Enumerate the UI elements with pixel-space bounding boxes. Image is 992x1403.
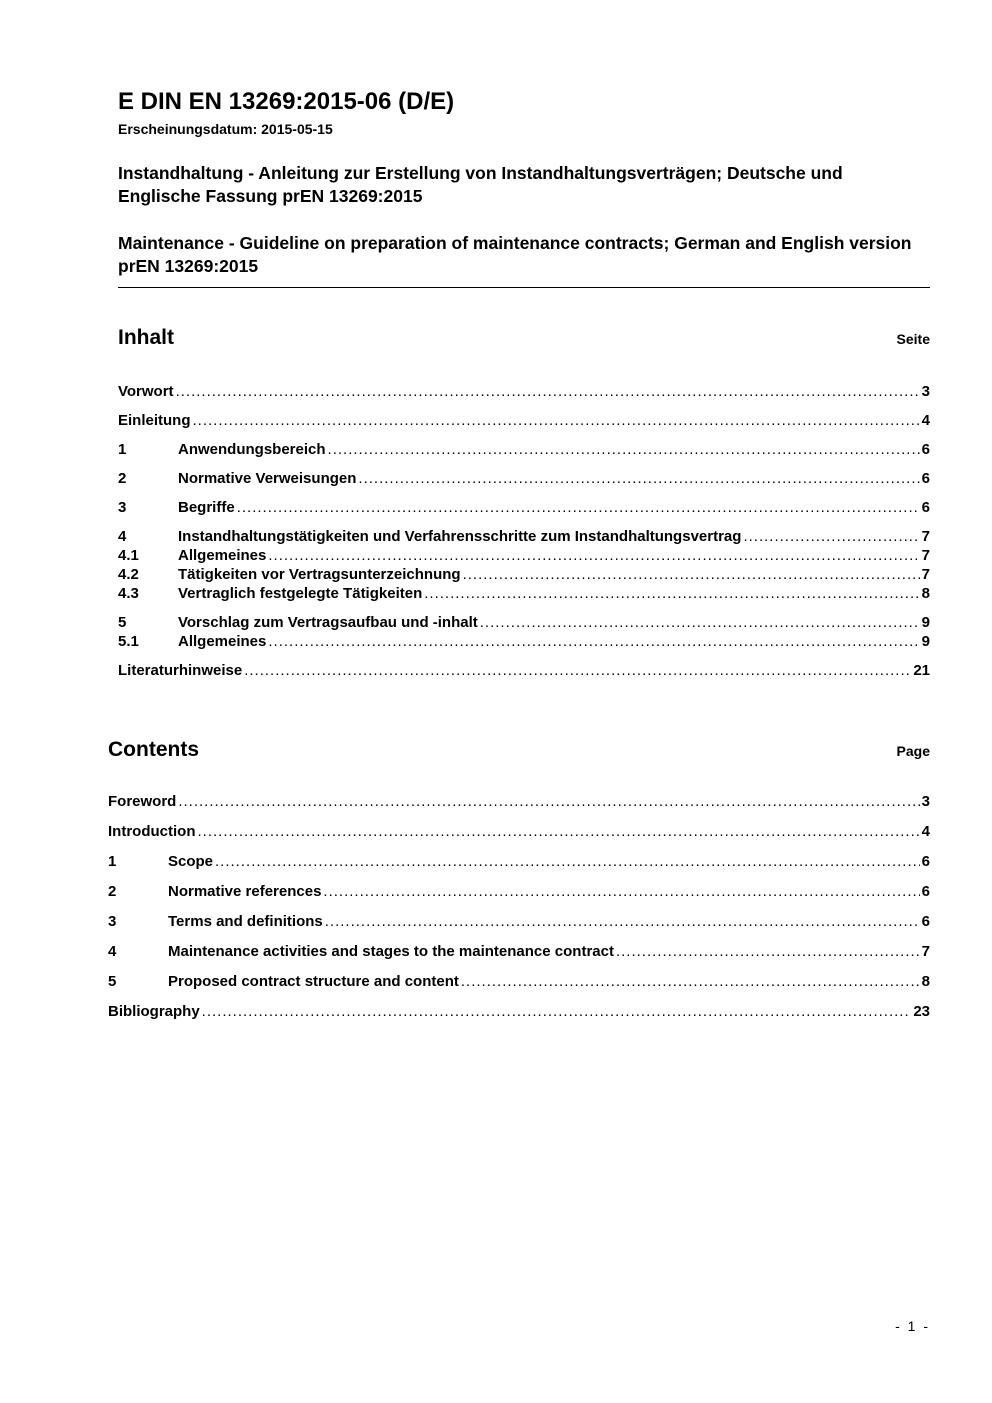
- toc-leader-dots: [328, 441, 920, 459]
- toc-entry-page: 3: [921, 383, 930, 400]
- toc-entry-number: 5: [108, 973, 117, 990]
- toc-english-heading: Contents: [108, 738, 199, 761]
- toc-entry-title: Maintenance activities and stages to the maintenance contract: [168, 943, 614, 960]
- toc-entry-scope: [108, 853, 930, 871]
- toc-entry-page: 7: [921, 547, 930, 564]
- toc-leader-dots: [193, 412, 920, 430]
- toc-leader-dots: [237, 499, 920, 517]
- toc-entry-number: 1: [108, 853, 117, 870]
- toc-entry-normative-verweisungen: [118, 470, 930, 488]
- toc-entry-allgemeines-41: [118, 547, 930, 565]
- toc-entry-number: 2: [108, 883, 117, 900]
- toc-entry-number: 4: [108, 943, 117, 960]
- toc-entry-title: Vorwort: [118, 383, 174, 400]
- toc-entry-number: 5: [118, 614, 127, 631]
- toc-entry-title: Anwendungsbereich: [178, 441, 326, 458]
- toc-leader-dots: [268, 633, 919, 651]
- toc-entry-title: Vorschlag zum Vertragsaufbau und -inhalt: [178, 614, 478, 631]
- toc-leader-dots: [244, 662, 911, 680]
- toc-german-heading-row: [118, 325, 930, 350]
- toc-entry-literaturhinweise: [118, 662, 930, 680]
- toc-leader-dots: [743, 528, 919, 546]
- toc-leader-dots: [616, 943, 920, 961]
- toc-entry-vertraglich-festgelegte: [118, 585, 930, 603]
- toc-entry-page: 8: [921, 585, 930, 602]
- toc-entry-page: 4: [921, 823, 930, 840]
- toc-entry-number: 2: [118, 470, 127, 487]
- toc-entry-title: Literaturhinweise: [118, 662, 243, 679]
- toc-entry-vorwort: [118, 383, 930, 401]
- toc-entry-normative-references: [108, 883, 930, 901]
- toc-entry-title: Foreword: [108, 793, 177, 810]
- toc-leader-dots: [463, 566, 920, 584]
- toc-english-section: [108, 737, 930, 1021]
- toc-entry-allgemeines-51: [118, 633, 930, 651]
- toc-entry-number: 3: [108, 913, 117, 930]
- toc-entry-page: 21: [913, 662, 930, 679]
- toc-entry-page: 6: [921, 853, 930, 870]
- toc-leader-dots: [461, 973, 920, 991]
- toc-entry-begriffe: [118, 499, 930, 517]
- toc-german-page-label: Seite: [896, 331, 930, 347]
- toc-leader-dots: [197, 823, 919, 841]
- toc-leader-dots: [358, 470, 919, 488]
- toc-entry-foreword: [108, 793, 930, 811]
- toc-entry-title: Allgemeines: [178, 633, 267, 650]
- toc-entry-taetigkeiten-vor-vertragsunterzeichnung: [118, 566, 930, 584]
- toc-english-page-label: Page: [896, 743, 930, 759]
- toc-entry-title: Vertraglich festgelegte Tätigkeiten: [178, 585, 423, 602]
- toc-entry-page: 8: [921, 973, 930, 990]
- toc-entry-title: Scope: [168, 853, 214, 870]
- toc-entry-vorschlag-vertragsaufbau: [118, 614, 930, 632]
- toc-entry-title: Proposed contract structure and content: [168, 973, 459, 990]
- toc-entry-introduction: [108, 823, 930, 841]
- toc-entry-page: 6: [921, 913, 930, 930]
- toc-leader-dots: [176, 383, 920, 401]
- toc-entry-title: Begriffe: [178, 499, 235, 516]
- toc-entry-number: 4: [118, 528, 127, 545]
- toc-entry-number: 3: [118, 499, 127, 516]
- toc-entry-page: 7: [921, 528, 930, 545]
- toc-entry-page: 7: [921, 943, 930, 960]
- toc-entry-title: Einleitung: [118, 412, 191, 429]
- toc-leader-dots: [323, 883, 919, 901]
- document-title: E DIN EN 13269:2015-06 (D/E): [118, 88, 455, 115]
- toc-entry-page: 6: [921, 441, 930, 458]
- toc-entry-bibliography: [108, 1003, 930, 1021]
- publication-date: Erscheinungsdatum: 2015-05-15: [118, 121, 333, 137]
- toc-entry-title: Tätigkeiten vor Vertragsunterzeichnung: [178, 566, 461, 583]
- toc-entry-maintenance-activities: [108, 943, 930, 961]
- toc-leader-dots: [268, 547, 919, 565]
- toc-entry-terms-and-definitions: [108, 913, 930, 931]
- document-header: [118, 88, 930, 288]
- toc-entry-title: Instandhaltungstätigkeiten und Verfahrensschritte zum Instandhaltungsvertrag: [178, 528, 742, 545]
- toc-entry-proposed-contract-structure: [108, 973, 930, 991]
- toc-entry-page: 6: [921, 883, 930, 900]
- toc-entry-page: 6: [921, 499, 930, 516]
- document-subtitle-german: Instandhaltung - Anleitung zur Erstellung von Instandhaltungsverträgen; Deutsche und Englische Fassung prEN 13269:2015: [118, 163, 843, 206]
- toc-leader-dots: [480, 614, 920, 632]
- toc-entry-einleitung: [118, 412, 930, 430]
- page-number-footer: - 1 -: [895, 1318, 930, 1334]
- toc-entry-page: 3: [921, 793, 930, 810]
- toc-entry-instandhaltungstaetigkeiten: [118, 528, 930, 546]
- toc-german-entries: [118, 383, 930, 680]
- document-subtitle-english: Maintenance - Guideline on preparation of maintenance contracts; German and English version prEN 13269:2015: [118, 233, 912, 276]
- toc-entry-number: 4.2: [118, 566, 139, 583]
- toc-english-heading-row: [108, 737, 930, 762]
- toc-entry-page: 9: [921, 633, 930, 650]
- toc-german-section: [118, 325, 930, 680]
- toc-leader-dots: [325, 913, 920, 931]
- toc-leader-dots: [424, 585, 919, 603]
- toc-entry-number: 4.3: [118, 585, 139, 602]
- toc-entry-page: 6: [921, 470, 930, 487]
- toc-entry-number: 4.1: [118, 547, 139, 564]
- toc-english-entries: [108, 793, 930, 1021]
- toc-leader-dots: [215, 853, 920, 871]
- toc-entry-title: Allgemeines: [178, 547, 267, 564]
- toc-entry-title: Terms and definitions: [168, 913, 323, 930]
- toc-leader-dots: [178, 793, 919, 811]
- toc-entry-page: 23: [913, 1003, 930, 1020]
- toc-entry-number: 1: [118, 441, 127, 458]
- toc-entry-title: Introduction: [108, 823, 196, 840]
- toc-leader-dots: [202, 1003, 912, 1021]
- toc-entry-number: 5.1: [118, 633, 139, 650]
- toc-entry-title: Bibliography: [108, 1003, 200, 1020]
- toc-entry-page: 9: [921, 614, 930, 631]
- header-divider: [118, 287, 930, 288]
- toc-entry-title: Normative Verweisungen: [178, 470, 357, 487]
- toc-german-heading: Inhalt: [118, 326, 174, 349]
- toc-entry-anwendungsbereich: [118, 441, 930, 459]
- toc-entry-title: Normative references: [168, 883, 322, 900]
- toc-entry-page: 4: [921, 412, 930, 429]
- toc-entry-page: 7: [921, 566, 930, 583]
